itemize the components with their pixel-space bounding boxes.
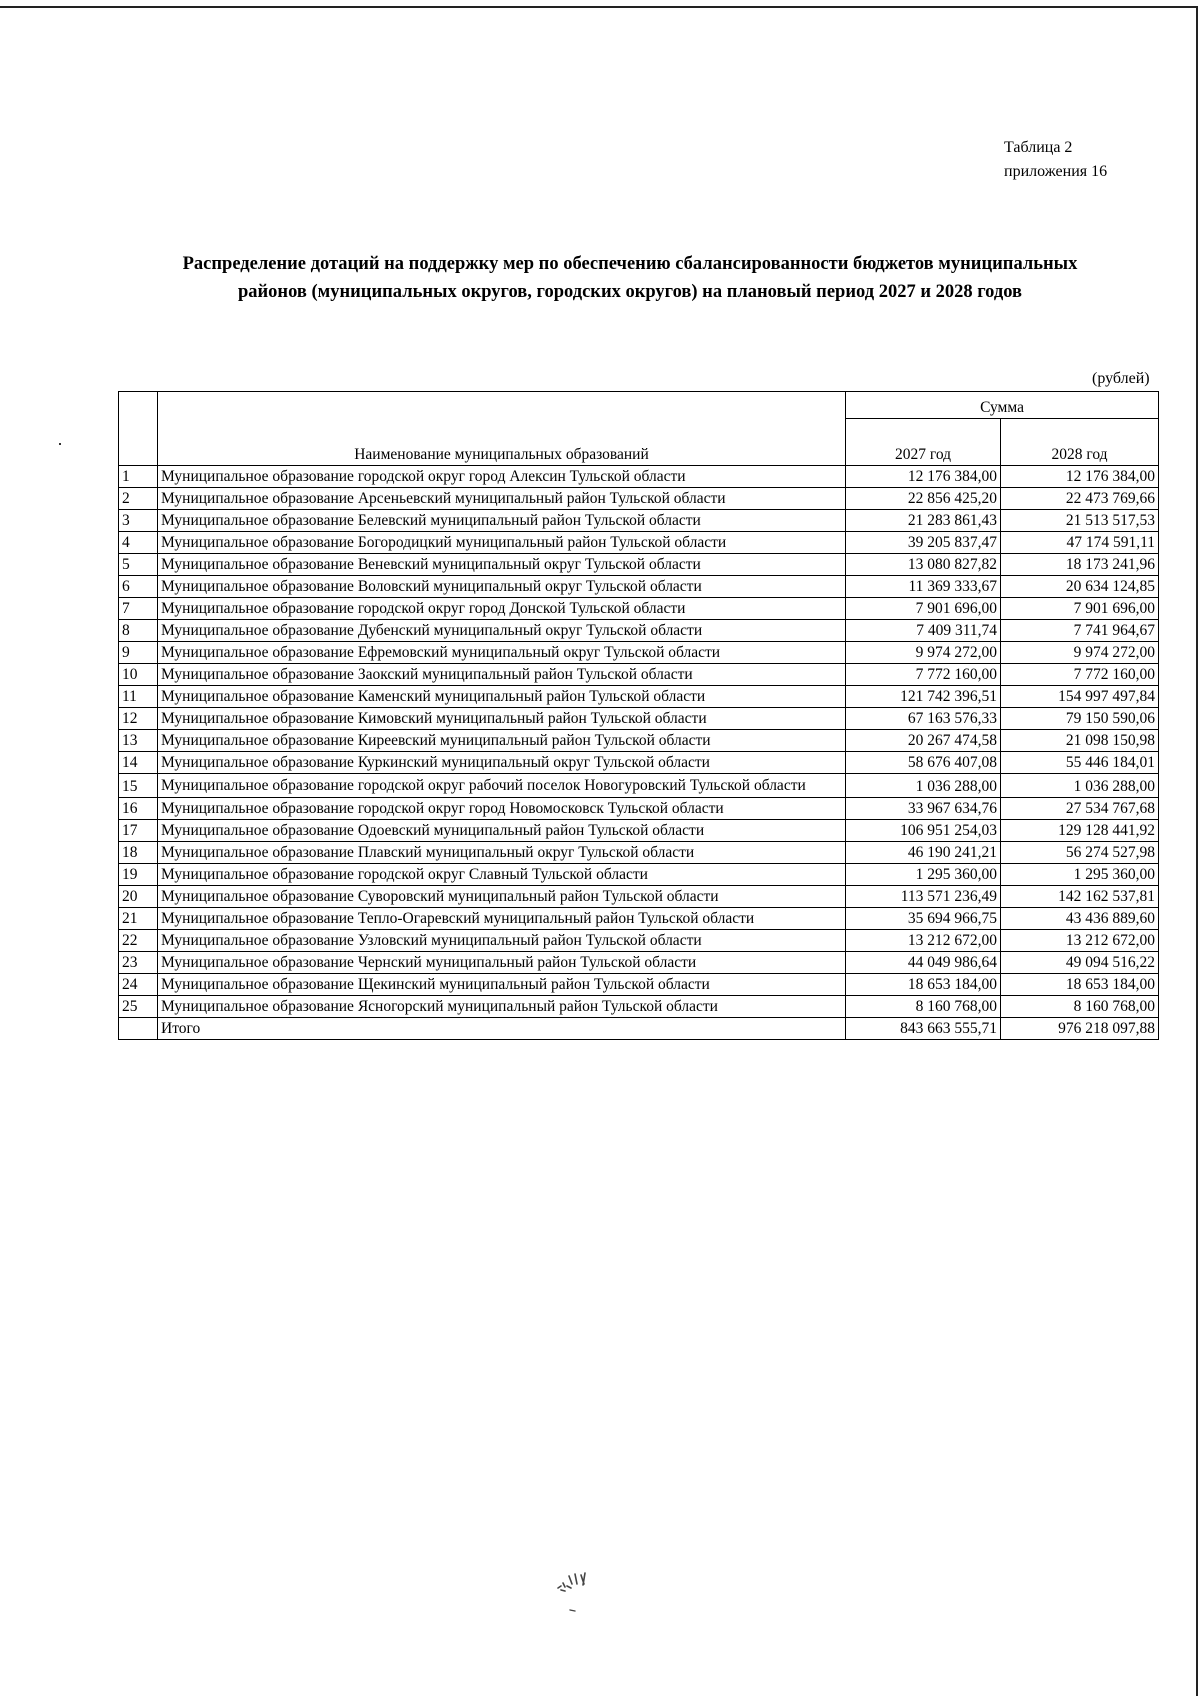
row-number-cell: 14 xyxy=(119,752,158,774)
units-label: (рублей) xyxy=(1092,370,1150,387)
row-number-cell: 20 xyxy=(119,886,158,908)
row-number-cell: 11 xyxy=(119,686,158,708)
amount-2027-cell: 21 283 861,43 xyxy=(846,510,1001,532)
amount-2027-cell: 7 409 311,74 xyxy=(846,620,1001,642)
row-number-cell: 2 xyxy=(119,488,158,510)
table-row xyxy=(119,730,1159,752)
table-row xyxy=(119,774,1159,798)
municipality-name-cell: Муниципальное образование городской округ Славный Тульской области xyxy=(158,864,846,886)
amount-2028-cell: 47 174 591,11 xyxy=(1001,532,1159,554)
table-row xyxy=(119,532,1159,554)
amount-2027-cell: 11 369 333,67 xyxy=(846,576,1001,598)
row-number-cell: 9 xyxy=(119,642,158,664)
table-row xyxy=(119,842,1159,864)
amount-2027-cell: 121 742 396,51 xyxy=(846,686,1001,708)
amount-2027-cell: 58 676 407,08 xyxy=(846,752,1001,774)
caption-appendix-number: приложения 16 xyxy=(1004,163,1108,180)
amount-2027-cell: 13 080 827,82 xyxy=(846,554,1001,576)
header-number-cell xyxy=(119,392,158,466)
table-row xyxy=(119,598,1159,620)
row-number-cell: 10 xyxy=(119,664,158,686)
amount-2028-cell: 12 176 384,00 xyxy=(1001,466,1159,488)
amount-2028-cell: 1 036 288,00 xyxy=(1001,774,1159,798)
amount-2028-cell: 21 513 517,53 xyxy=(1001,510,1159,532)
table-row xyxy=(119,886,1159,908)
caption-table-number: Таблица 2 xyxy=(1004,139,1073,156)
amount-2028-cell: 18 173 241,96 xyxy=(1001,554,1159,576)
table-row xyxy=(119,554,1159,576)
table-row xyxy=(119,708,1159,730)
amount-2028-cell: 22 473 769,66 xyxy=(1001,488,1159,510)
title-line-2: районов (муниципальных округов, городских округов) на плановый период 2027 и 2028 годов xyxy=(237,282,1023,302)
municipality-name-cell: Муниципальное образование городской округ город Алексин Тульской области xyxy=(158,466,846,488)
amount-2028-cell: 49 094 516,22 xyxy=(1001,952,1159,974)
amount-2027-cell: 7 772 160,00 xyxy=(846,664,1001,686)
total-label-cell: Итого xyxy=(158,1018,846,1040)
table-row xyxy=(119,952,1159,974)
table-row xyxy=(119,864,1159,886)
header-year-2028: 2028 год xyxy=(1001,419,1159,466)
amount-2027-cell: 9 974 272,00 xyxy=(846,642,1001,664)
table-row xyxy=(119,488,1159,510)
municipality-name-cell: Муниципальное образование Ефремовский муниципальный округ Тульской области xyxy=(158,642,846,664)
title-line-1: Распределение дотаций на поддержку мер по обеспечению сбалансированности бюджетов муниципальных xyxy=(182,254,1078,274)
amount-2028-cell: 8 160 768,00 xyxy=(1001,996,1159,1018)
amount-2027-cell: 20 267 474,58 xyxy=(846,730,1001,752)
total-row xyxy=(119,1018,1159,1040)
amount-2028-cell: 18 653 184,00 xyxy=(1001,974,1159,996)
row-number-cell: 16 xyxy=(119,798,158,820)
row-number-cell: 3 xyxy=(119,510,158,532)
row-number-cell: 12 xyxy=(119,708,158,730)
scan-border-right xyxy=(1196,6,1198,1696)
header-sum: Сумма xyxy=(846,392,1159,419)
amount-2028-cell: 43 436 889,60 xyxy=(1001,908,1159,930)
municipality-name-cell: Муниципальное образование Кимовский муниципальный район Тульской области xyxy=(158,708,846,730)
amount-2027-cell: 1 036 288,00 xyxy=(846,774,1001,798)
municipality-name-cell: Муниципальное образование Веневский муниципальный округ Тульской области xyxy=(158,554,846,576)
table-row xyxy=(119,752,1159,774)
amount-2027-cell: 18 653 184,00 xyxy=(846,974,1001,996)
municipality-name-cell: Муниципальное образование Ясногорский муниципальный район Тульской области xyxy=(158,996,846,1018)
scan-speck xyxy=(59,443,61,445)
amount-2028-cell: 7 741 964,67 xyxy=(1001,620,1159,642)
total-2027-cell: 843 663 555,71 xyxy=(846,1018,1001,1040)
row-number-cell: 25 xyxy=(119,996,158,1018)
amount-2028-cell: 79 150 590,06 xyxy=(1001,708,1159,730)
amount-2028-cell: 21 098 150,98 xyxy=(1001,730,1159,752)
row-number-cell: 13 xyxy=(119,730,158,752)
municipality-name-cell: Муниципальное образование Дубенский муниципальный округ Тульской области xyxy=(158,620,846,642)
amount-2028-cell: 9 974 272,00 xyxy=(1001,642,1159,664)
amount-2028-cell: 142 162 537,81 xyxy=(1001,886,1159,908)
header-name: Наименование муниципальных образований xyxy=(158,392,846,466)
municipality-name-cell: Муниципальное образование Заокский муниципальный район Тульской области xyxy=(158,664,846,686)
row-number-cell: 23 xyxy=(119,952,158,974)
table-row xyxy=(119,466,1159,488)
amount-2027-cell: 113 571 236,49 xyxy=(846,886,1001,908)
row-number-cell: 24 xyxy=(119,974,158,996)
municipality-name-cell: Муниципальное образование Плавский муниципальный округ Тульской области xyxy=(158,842,846,864)
table-row xyxy=(119,974,1159,996)
scan-border-top xyxy=(0,6,1196,8)
row-number-cell: 8 xyxy=(119,620,158,642)
table-row xyxy=(119,576,1159,598)
municipality-name-cell: Муниципальное образование Киреевский муниципальный район Тульской области xyxy=(158,730,846,752)
municipality-name-cell: Муниципальное образование Щекинский муниципальный район Тульской области xyxy=(158,974,846,996)
row-number-cell: 18 xyxy=(119,842,158,864)
amount-2027-cell: 8 160 768,00 xyxy=(846,996,1001,1018)
amount-2028-cell: 56 274 527,98 xyxy=(1001,842,1159,864)
row-number-cell: 4 xyxy=(119,532,158,554)
row-number-cell: 6 xyxy=(119,576,158,598)
table-row xyxy=(119,620,1159,642)
municipality-name-cell: Муниципальное образование Воловский муниципальный округ Тульской области xyxy=(158,576,846,598)
municipality-name-cell: Муниципальное образование городской округ город Донской Тульской области xyxy=(158,598,846,620)
row-number-cell: 17 xyxy=(119,820,158,842)
amount-2027-cell: 35 694 966,75 xyxy=(846,908,1001,930)
amount-2027-cell: 46 190 241,21 xyxy=(846,842,1001,864)
amount-2027-cell: 33 967 634,76 xyxy=(846,798,1001,820)
amount-2028-cell: 7 772 160,00 xyxy=(1001,664,1159,686)
table-row xyxy=(119,996,1159,1018)
amount-2028-cell: 129 128 441,92 xyxy=(1001,820,1159,842)
table-body xyxy=(119,466,1159,1040)
municipality-name-cell: Муниципальное образование Куркинский муниципальный округ Тульской области xyxy=(158,752,846,774)
municipality-name-cell: Муниципальное образование городской округ рабочий поселок Новогуровский Тульской области xyxy=(158,774,846,798)
amount-2028-cell: 13 212 672,00 xyxy=(1001,930,1159,952)
table-row xyxy=(119,930,1159,952)
header-year-2027: 2027 год xyxy=(846,419,1001,466)
table-row xyxy=(119,686,1159,708)
total-number-cell xyxy=(119,1018,158,1040)
amount-2027-cell: 39 205 837,47 xyxy=(846,532,1001,554)
amount-2027-cell: 1 295 360,00 xyxy=(846,864,1001,886)
amount-2027-cell: 7 901 696,00 xyxy=(846,598,1001,620)
amount-2027-cell: 67 163 576,33 xyxy=(846,708,1001,730)
amount-2027-cell: 44 049 986,64 xyxy=(846,952,1001,974)
municipality-name-cell: Муниципальное образование Суворовский муниципальный район Тульской области xyxy=(158,886,846,908)
total-2028-cell: 976 218 097,88 xyxy=(1001,1018,1159,1040)
municipality-name-cell: Муниципальное образование Арсеньевский муниципальный район Тульской области xyxy=(158,488,846,510)
municipality-name-cell: Муниципальное образование Богородицкий муниципальный район Тульской области xyxy=(158,532,846,554)
municipality-name-cell: Муниципальное образование городской округ город Новомосковск Тульской области xyxy=(158,798,846,820)
row-number-cell: 21 xyxy=(119,908,158,930)
municipality-name-cell: Муниципальное образование Узловский муниципальный район Тульской области xyxy=(158,930,846,952)
row-number-cell: 1 xyxy=(119,466,158,488)
row-number-cell: 15 xyxy=(119,774,158,798)
amount-2028-cell: 1 295 360,00 xyxy=(1001,864,1159,886)
table-row xyxy=(119,664,1159,686)
amount-2027-cell: 22 856 425,20 xyxy=(846,488,1001,510)
document-title xyxy=(130,250,1130,306)
row-number-cell: 7 xyxy=(119,598,158,620)
amount-2027-cell: 13 212 672,00 xyxy=(846,930,1001,952)
amount-2028-cell: 154 997 497,84 xyxy=(1001,686,1159,708)
table-row xyxy=(119,820,1159,842)
amount-2028-cell: 27 534 767,68 xyxy=(1001,798,1159,820)
table-row xyxy=(119,798,1159,820)
amount-2027-cell: 12 176 384,00 xyxy=(846,466,1001,488)
table-caption xyxy=(1004,136,1107,184)
row-number-cell: 19 xyxy=(119,864,158,886)
table-row xyxy=(119,908,1159,930)
amount-2028-cell: 55 446 184,01 xyxy=(1001,752,1159,774)
municipality-name-cell: Муниципальное образование Чернский муниципальный район Тульской области xyxy=(158,952,846,974)
table-row xyxy=(119,510,1159,532)
scan-handwritten-marks xyxy=(555,1570,625,1630)
table-row xyxy=(119,642,1159,664)
row-number-cell: 22 xyxy=(119,930,158,952)
municipality-name-cell: Муниципальное образование Одоевский муниципальный район Тульской области xyxy=(158,820,846,842)
subsidies-table xyxy=(118,391,1159,1040)
municipality-name-cell: Муниципальное образование Каменский муниципальный район Тульской области xyxy=(158,686,846,708)
amount-2028-cell: 20 634 124,85 xyxy=(1001,576,1159,598)
amount-2028-cell: 7 901 696,00 xyxy=(1001,598,1159,620)
amount-2027-cell: 106 951 254,03 xyxy=(846,820,1001,842)
municipality-name-cell: Муниципальное образование Белевский муниципальный район Тульской области xyxy=(158,510,846,532)
municipality-name-cell: Муниципальное образование Тепло-Огаревский муниципальный район Тульской области xyxy=(158,908,846,930)
row-number-cell: 5 xyxy=(119,554,158,576)
